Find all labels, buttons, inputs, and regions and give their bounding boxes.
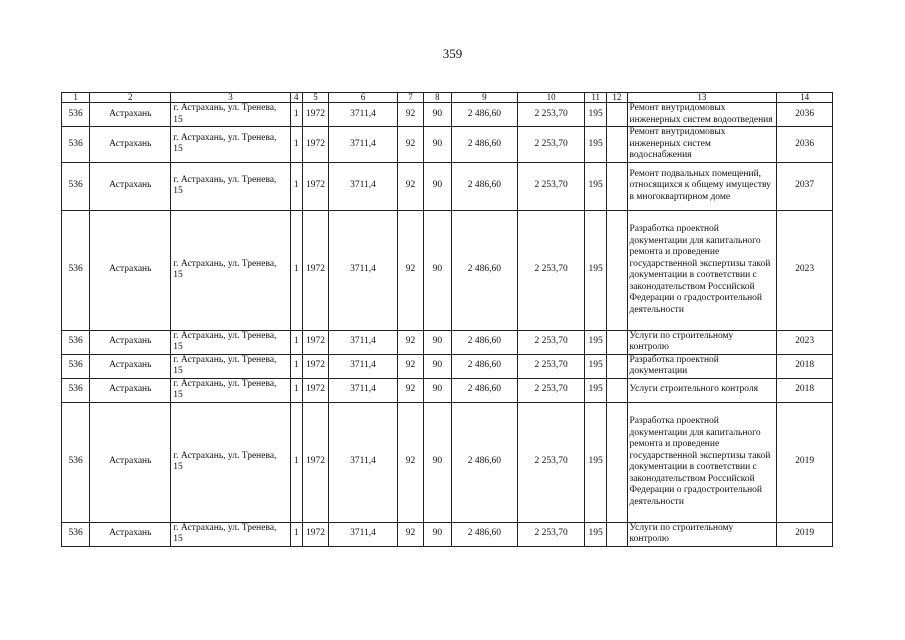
col8-cell: 90	[424, 127, 451, 163]
table-row	[62, 210, 833, 330]
col9-cell: 2 486,60	[451, 378, 518, 402]
area-cell: 3711,4	[329, 127, 398, 163]
col8-cell: 90	[424, 402, 451, 522]
address-cell: г. Астрахань, ул. Тренева, 15	[171, 330, 290, 354]
col11-cell: 195	[585, 103, 607, 127]
area-cell: 3711,4	[329, 402, 398, 522]
table-row	[62, 402, 833, 522]
col12-cell	[607, 402, 627, 522]
row-number-cell: 536	[62, 127, 90, 163]
col8-cell: 90	[424, 210, 451, 330]
col8-cell: 90	[424, 330, 451, 354]
col9-cell: 2 486,60	[451, 162, 518, 210]
address-cell: г. Астрахань, ул. Тренева, 15	[171, 103, 290, 127]
plan-year-cell: 2019	[777, 522, 833, 546]
col8-cell: 90	[424, 162, 451, 210]
col7-cell: 92	[397, 127, 423, 163]
col9-cell: 2 486,60	[451, 210, 518, 330]
col11-cell: 195	[585, 127, 607, 163]
column-number-5: 5	[302, 93, 328, 103]
city-cell: Астрахань	[90, 103, 171, 127]
plan-year-cell: 2019	[777, 402, 833, 522]
col9-cell: 2 486,60	[451, 402, 518, 522]
column-number-10: 10	[518, 93, 585, 103]
area-cell: 3711,4	[329, 354, 398, 378]
register-table	[61, 92, 833, 547]
col12-cell	[607, 210, 627, 330]
area-cell: 3711,4	[329, 522, 398, 546]
table-row	[62, 378, 833, 402]
address-cell: г. Астрахань, ул. Тренева, 15	[171, 354, 290, 378]
column-number-14: 14	[777, 93, 833, 103]
work-type-cell: Разработка проектной документации для капитального ремонта и проведение государственной экспертизы такой документации в соответствии с законодательством Российской Федерации о градостроительной деятельности	[627, 402, 777, 522]
build-year-cell: 1972	[302, 127, 328, 163]
col10-cell: 2 253,70	[518, 354, 585, 378]
column-number-2: 2	[90, 93, 171, 103]
build-year-cell: 1972	[302, 402, 328, 522]
table-row	[62, 522, 833, 546]
col7-cell: 92	[397, 378, 423, 402]
work-type-cell: Ремонт внутридомовых инженерных систем водоотведения	[627, 103, 777, 127]
col7-cell: 92	[397, 210, 423, 330]
address-cell: г. Астрахань, ул. Тренева, 15	[171, 522, 290, 546]
column-number-7: 7	[397, 93, 423, 103]
column-number-11: 11	[585, 93, 607, 103]
table-row	[62, 162, 833, 210]
city-cell: Астрахань	[90, 522, 171, 546]
address-cell: г. Астрахань, ул. Тренева, 15	[171, 378, 290, 402]
work-type-cell: Ремонт подвальных помещений, относящихся к общему имуществу в многоквартирном доме	[627, 162, 777, 210]
plan-year-cell: 2036	[777, 127, 833, 163]
col10-cell: 2 253,70	[518, 162, 585, 210]
col4-cell: 1	[290, 103, 302, 127]
col12-cell	[607, 378, 627, 402]
row-number-cell: 536	[62, 103, 90, 127]
page-number: 359	[442, 46, 463, 61]
work-type-cell: Разработка проектной документации	[627, 354, 777, 378]
col11-cell: 195	[585, 210, 607, 330]
col11-cell: 195	[585, 522, 607, 546]
city-cell: Астрахань	[90, 402, 171, 522]
col10-cell: 2 253,70	[518, 330, 585, 354]
col12-cell	[607, 162, 627, 210]
table-row	[62, 330, 833, 354]
col11-cell: 195	[585, 378, 607, 402]
col7-cell: 92	[397, 354, 423, 378]
col9-cell: 2 486,60	[451, 127, 518, 163]
col4-cell: 1	[290, 354, 302, 378]
area-cell: 3711,4	[329, 330, 398, 354]
col10-cell: 2 253,70	[518, 522, 585, 546]
col9-cell: 2 486,60	[451, 522, 518, 546]
col12-cell	[607, 354, 627, 378]
col4-cell: 1	[290, 210, 302, 330]
area-cell: 3711,4	[329, 210, 398, 330]
col7-cell: 92	[397, 330, 423, 354]
plan-year-cell: 2037	[777, 162, 833, 210]
city-cell: Астрахань	[90, 330, 171, 354]
col7-cell: 92	[397, 402, 423, 522]
column-number-9: 9	[451, 93, 518, 103]
col7-cell: 92	[397, 522, 423, 546]
plan-year-cell: 2023	[777, 210, 833, 330]
work-type-cell: Услуги по строительному контролю	[627, 330, 777, 354]
col8-cell: 90	[424, 522, 451, 546]
table-row	[62, 103, 833, 127]
col11-cell: 195	[585, 162, 607, 210]
plan-year-cell: 2018	[777, 378, 833, 402]
col4-cell: 1	[290, 522, 302, 546]
col4-cell: 1	[290, 402, 302, 522]
col8-cell: 90	[424, 103, 451, 127]
col7-cell: 92	[397, 103, 423, 127]
column-number-8: 8	[424, 93, 451, 103]
row-number-cell: 536	[62, 210, 90, 330]
work-type-cell: Услуги по строительному контролю	[627, 522, 777, 546]
col7-cell: 92	[397, 162, 423, 210]
work-type-cell: Разработка проектной документации для капитального ремонта и проведение государственной экспертизы такой документации в соответствии с законодательством Российской Федерации о градостроительной деятельности	[627, 210, 777, 330]
build-year-cell: 1972	[302, 354, 328, 378]
build-year-cell: 1972	[302, 210, 328, 330]
col12-cell	[607, 103, 627, 127]
plan-year-cell: 2036	[777, 103, 833, 127]
address-cell: г. Астрахань, ул. Тренева, 15	[171, 162, 290, 210]
row-number-cell: 536	[62, 378, 90, 402]
row-number-cell: 536	[62, 162, 90, 210]
col11-cell: 195	[585, 402, 607, 522]
city-cell: Астрахань	[90, 210, 171, 330]
area-cell: 3711,4	[329, 103, 398, 127]
table-body	[62, 93, 833, 547]
col4-cell: 1	[290, 162, 302, 210]
city-cell: Астрахань	[90, 378, 171, 402]
work-type-cell: Ремонт внутридомовых инженерных систем водоснабжения	[627, 127, 777, 163]
city-cell: Астрахань	[90, 127, 171, 163]
column-number-1: 1	[62, 93, 90, 103]
column-number-row	[62, 93, 833, 103]
column-number-4: 4	[290, 93, 302, 103]
column-number-3: 3	[171, 93, 290, 103]
col12-cell	[607, 522, 627, 546]
row-number-cell: 536	[62, 330, 90, 354]
table-row	[62, 127, 833, 163]
col10-cell: 2 253,70	[518, 210, 585, 330]
col8-cell: 90	[424, 354, 451, 378]
build-year-cell: 1972	[302, 522, 328, 546]
plan-year-cell: 2018	[777, 354, 833, 378]
address-cell: г. Астрахань, ул. Тренева, 15	[171, 127, 290, 163]
build-year-cell: 1972	[302, 162, 328, 210]
col8-cell: 90	[424, 378, 451, 402]
address-cell: г. Астрахань, ул. Тренева, 15	[171, 210, 290, 330]
plan-year-cell: 2023	[777, 330, 833, 354]
work-type-cell: Услуги строительного контроля	[627, 378, 777, 402]
col10-cell: 2 253,70	[518, 127, 585, 163]
col9-cell: 2 486,60	[451, 103, 518, 127]
col9-cell: 2 486,60	[451, 330, 518, 354]
row-number-cell: 536	[62, 522, 90, 546]
column-number-13: 13	[627, 93, 777, 103]
area-cell: 3711,4	[329, 162, 398, 210]
build-year-cell: 1972	[302, 378, 328, 402]
area-cell: 3711,4	[329, 378, 398, 402]
build-year-cell: 1972	[302, 103, 328, 127]
row-number-cell: 536	[62, 402, 90, 522]
city-cell: Астрахань	[90, 162, 171, 210]
col9-cell: 2 486,60	[451, 354, 518, 378]
city-cell: Астрахань	[90, 354, 171, 378]
col12-cell	[607, 330, 627, 354]
col11-cell: 195	[585, 354, 607, 378]
table-row	[62, 354, 833, 378]
build-year-cell: 1972	[302, 330, 328, 354]
column-number-6: 6	[329, 93, 398, 103]
col4-cell: 1	[290, 330, 302, 354]
col4-cell: 1	[290, 127, 302, 163]
col10-cell: 2 253,70	[518, 378, 585, 402]
column-number-12: 12	[607, 93, 627, 103]
col10-cell: 2 253,70	[518, 402, 585, 522]
col10-cell: 2 253,70	[518, 103, 585, 127]
col4-cell: 1	[290, 378, 302, 402]
address-cell: г. Астрахань, ул. Тренева, 15	[171, 402, 290, 522]
col12-cell	[607, 127, 627, 163]
col11-cell: 195	[585, 330, 607, 354]
row-number-cell: 536	[62, 354, 90, 378]
